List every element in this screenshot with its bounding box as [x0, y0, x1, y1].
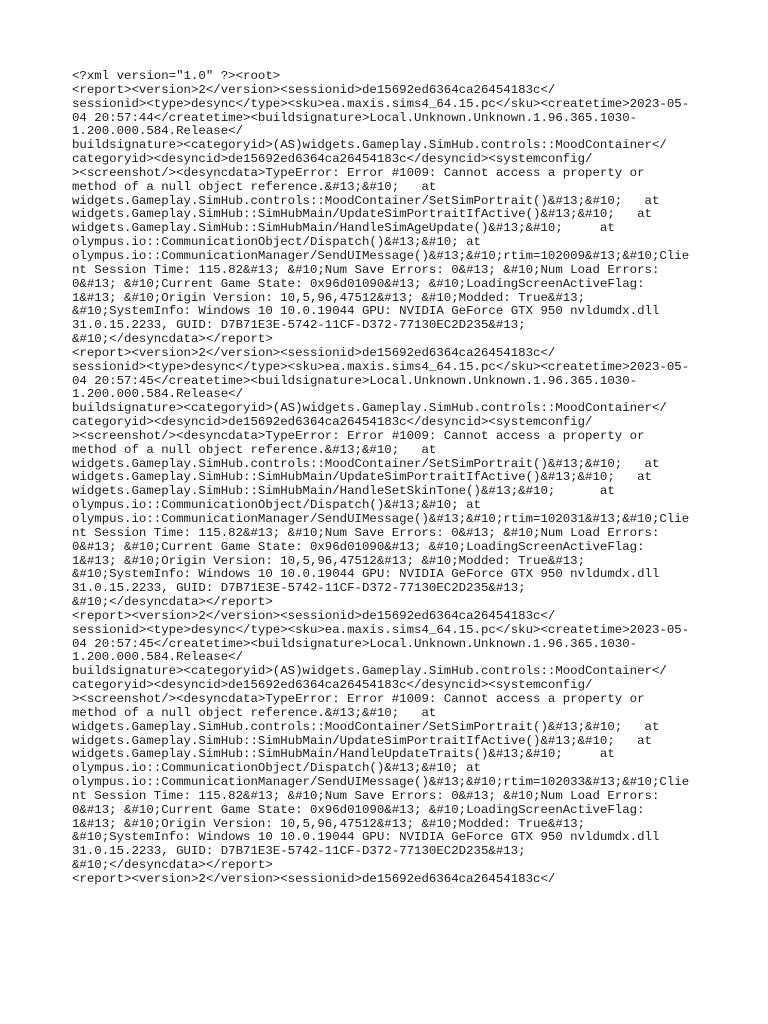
document-text-line: 0&#13; &#10;Current Game State: 0x96d01090&#13; &#10;LoadingScreenActiveFlag: — [72, 276, 645, 291]
document-text-line: 04 20:57:45</createtime><buildsignature>Local.Unknown.Unknown.1.96.365.1030- — [72, 373, 638, 388]
document-text-line: olympus.io::CommunicationObject/Dispatch()&#13;&#10; at — [72, 235, 481, 250]
document-text-line: buildsignature><categoryid>(AS)widgets.Gameplay.SimHub.controls::MoodContainer</ — [72, 401, 667, 416]
document-text-line: 1&#13; &#10;Origin Version: 10,5,96,47512&#13; &#10;Modded: True&#13; — [72, 816, 586, 831]
document-text-line: widgets.Gameplay.SimHub.controls::MoodContainer/SetSimPortrait()&#13;&#10; at — [72, 193, 660, 208]
document-text-line: <report><version>2</version><sessionid>de15692ed6364ca26454183c</ — [72, 871, 556, 886]
document-text-line: <report><version>2</version><sessionid>de15692ed6364ca26454183c</ — [72, 345, 556, 360]
document-text-line: nt Session Time: 115.82&#13; &#10;Num Save Errors: 0&#13; &#10;Num Load Errors: — [72, 262, 660, 277]
document-text-line: widgets.Gameplay.SimHub.controls::MoodContainer/SetSimPortrait()&#13;&#10; at — [72, 456, 660, 471]
document-text-line: widgets.Gameplay.SimHub.controls::MoodContainer/SetSimPortrait()&#13;&#10; at — [72, 719, 660, 734]
document-text-line: &#10;</desyncdata></report> — [72, 595, 273, 610]
document-text-line: 31.0.15.2233, GUID: D7B71E3E-5742-11CF-D372-77130EC2D235&#13; — [72, 844, 526, 859]
document-body — [72, 70, 712, 887]
document-text-line: categoryid><desyncid>de15692ed6364ca26454183c</desyncid><systemconfig/ — [72, 152, 593, 167]
document-text-line: sessionid><type>desync</type><sku>ea.maxis.sims4_64.15.pc</sku><createtime>2023-05- — [72, 96, 690, 111]
document-text-line: ><screenshot/><desyncdata>TypeError: Error #1009: Cannot access a property or — [72, 165, 645, 180]
document-text-line: <report><version>2</version><sessionid>de15692ed6364ca26454183c</ — [72, 82, 556, 97]
document-text-line: buildsignature><categoryid>(AS)widgets.Gameplay.SimHub.controls::MoodContainer</ — [72, 664, 667, 679]
document-text-line: 0&#13; &#10;Current Game State: 0x96d01090&#13; &#10;LoadingScreenActiveFlag: — [72, 539, 645, 554]
document-text-line: sessionid><type>desync</type><sku>ea.maxis.sims4_64.15.pc</sku><createtime>2023-05- — [72, 359, 690, 374]
document-text-line: &#10;SystemInfo: Windows 10 10.0.19044 GPU: NVIDIA GeForce GTX 950 nvldumdx.dll — [72, 304, 660, 319]
document-text-line: nt Session Time: 115.82&#13; &#10;Num Save Errors: 0&#13; &#10;Num Load Errors: — [72, 525, 660, 540]
document-text-line: widgets.Gameplay.SimHub::SimHubMain/UpdateSimPortraitIfActive()&#13;&#10; at — [72, 470, 652, 485]
document-text-line: 1.200.000.584.Release</ — [72, 650, 244, 665]
document-text-line: widgets.Gameplay.SimHub::SimHubMain/UpdateSimPortraitIfActive()&#13;&#10; at — [72, 733, 652, 748]
document-text-line: widgets.Gameplay.SimHub::SimHubMain/HandleUpdateTraits()&#13;&#10; at — [72, 747, 615, 762]
document-text-line: buildsignature><categoryid>(AS)widgets.Gameplay.SimHub.controls::MoodContainer</ — [72, 138, 667, 153]
document-text-line: sessionid><type>desync</type><sku>ea.maxis.sims4_64.15.pc</sku><createtime>2023-05- — [72, 622, 690, 637]
document-text-line: olympus.io::CommunicationManager/SendUIMessage()&#13;&#10;rtim=102031&#13;&#10;Clie — [72, 512, 690, 526]
document-text-line: <report><version>2</version><sessionid>de15692ed6364ca26454183c</ — [72, 608, 556, 623]
document-text-line: olympus.io::CommunicationManager/SendUIMessage()&#13;&#10;rtim=102009&#13;&#10;Clie — [72, 248, 690, 263]
document-text-line: &#10;SystemInfo: Windows 10 10.0.19044 GPU: NVIDIA GeForce GTX 950 nvldumdx.dll — [72, 830, 660, 845]
document-text-line: olympus.io::CommunicationObject/Dispatch()&#13;&#10; at — [72, 761, 481, 776]
document-text-line: 1&#13; &#10;Origin Version: 10,5,96,47512&#13; &#10;Modded: True&#13; — [72, 290, 586, 305]
document-text-line: widgets.Gameplay.SimHub::SimHubMain/HandleSetSkinTone()&#13;&#10; at — [72, 484, 615, 499]
document-text-line: 04 20:57:45</createtime><buildsignature>Local.Unknown.Unknown.1.96.365.1030- — [72, 636, 638, 651]
document-text-line: widgets.Gameplay.SimHub::SimHubMain/UpdateSimPortraitIfActive()&#13;&#10; at — [72, 207, 652, 222]
document-text-line: &#10;</desyncdata></report> — [72, 332, 273, 347]
document-text-line: 1&#13; &#10;Origin Version: 10,5,96,47512&#13; &#10;Modded: True&#13; — [72, 553, 586, 568]
document-text-line: ><screenshot/><desyncdata>TypeError: Error #1009: Cannot access a property or — [72, 428, 645, 443]
document-text-line: <?xml version="1.0" ?><root> — [72, 69, 281, 83]
document-text-line: &#10;</desyncdata></report> — [72, 858, 273, 873]
document-text-line: olympus.io::CommunicationObject/Dispatch()&#13;&#10; at — [72, 498, 481, 513]
document-text-line: categoryid><desyncid>de15692ed6364ca26454183c</desyncid><systemconfig/ — [72, 678, 593, 693]
document-text-line: method of a null object reference.&#13;&#10; at — [72, 705, 437, 720]
document-text-line: 04 20:57:44</createtime><buildsignature>Local.Unknown.Unknown.1.96.365.1030- — [72, 110, 638, 125]
document-text-line: olympus.io::CommunicationManager/SendUIMessage()&#13;&#10;rtim=102033&#13;&#10;Clie — [72, 775, 690, 790]
document-text-line: widgets.Gameplay.SimHub::SimHubMain/HandleSimAgeUpdate()&#13;&#10; at — [72, 221, 615, 236]
document-text-line: method of a null object reference.&#13;&#10; at — [72, 179, 437, 194]
document-text-line: nt Session Time: 115.82&#13; &#10;Num Save Errors: 0&#13; &#10;Num Load Errors: — [72, 788, 660, 803]
document-text-line: method of a null object reference.&#13;&#10; at — [72, 442, 437, 457]
document-text-line: 31.0.15.2233, GUID: D7B71E3E-5742-11CF-D372-77130EC2D235&#13; — [72, 318, 526, 333]
document-text-line: 1.200.000.584.Release</ — [72, 387, 244, 402]
document-text-line: 0&#13; &#10;Current Game State: 0x96d01090&#13; &#10;LoadingScreenActiveFlag: — [72, 802, 645, 817]
document-text-line: ><screenshot/><desyncdata>TypeError: Error #1009: Cannot access a property or — [72, 691, 645, 706]
document-text-line: 1.200.000.584.Release</ — [72, 124, 244, 139]
document-text-line: 31.0.15.2233, GUID: D7B71E3E-5742-11CF-D372-77130EC2D235&#13; — [72, 581, 526, 596]
document-text-line: &#10;SystemInfo: Windows 10 10.0.19044 GPU: NVIDIA GeForce GTX 950 nvldumdx.dll — [72, 567, 660, 582]
document-text-line: categoryid><desyncid>de15692ed6364ca26454183c</desyncid><systemconfig/ — [72, 415, 593, 430]
